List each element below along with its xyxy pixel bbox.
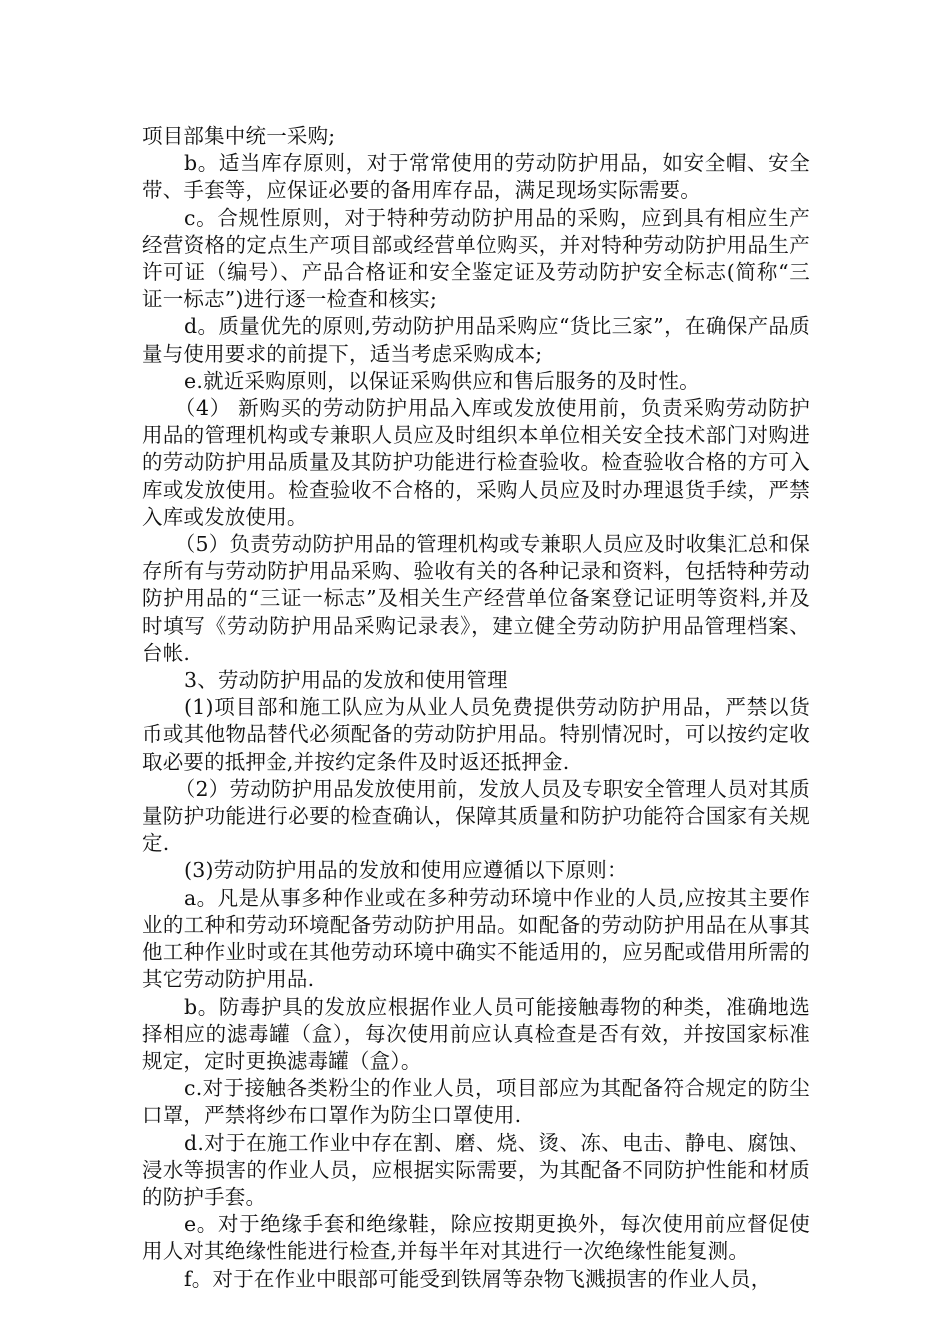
paragraph-rule-e: e。对于绝缘手套和绝缘鞋，除应按期更换外，每次使用前应督促使用人对其绝缘性能进行检查,并每半年对其进行一次绝缘性能复测。 bbox=[142, 1212, 810, 1264]
section-heading-3: 3、劳动防护用品的发放和使用管理 bbox=[184, 668, 508, 693]
paragraph-item-2: （2）劳动防护用品发放使用前，发放人员及专职安全管理人员对其质量防护功能进行必要的检查确认，保障其质量和防护功能符合国家有关规定. bbox=[142, 776, 810, 856]
paragraph-principle-b: b。适当库存原则，对于常常使用的劳动防护用品，如安全帽、安全带、手套等，应保证必要的备用库存品，满足现场实际需要。 bbox=[142, 151, 810, 203]
paragraph-item-1: (1)项目部和施工队应为从业人员免费提供劳动防护用品，严禁以货币或其他物品替代必须配备的劳动防护用品。特别情况时，可以按约定收取必要的抵押金,并按约定条件及时返还抵押金. bbox=[142, 695, 810, 774]
paragraph-item-5: （5）负责劳动防护用品的管理机构或专兼职人员应及时收集汇总和保存所有与劳动防护用品采购、验收有关的各种记录和资料，包括特种劳动防护用品的“三证一标志”及相关生产经营单位备案登记证明等资料,并及时填写《劳动防护用品采购记录表》，建立健全劳动防护用品管理档案、台帐. bbox=[142, 532, 810, 665]
paragraph-principle-e: e.就近采购原则，以保证采购供应和售后服务的及时性。 bbox=[184, 368, 700, 393]
document-body bbox=[142, 123, 810, 1293]
paragraph-principle-c: c。合规性原则，对于特种劳动防护用品的采购，应到具有相应生产经营资格的定点生产项目部或经营单位购买，并对特种劳动防护用品生产许可证（编号）、产品合格证和安全鉴定证及劳动防护安全标志(简称“三证一标志”)进行逐一检查和核实; bbox=[142, 205, 810, 312]
paragraph-rule-b: b。防毒护具的发放应根据作业人员可能接触毒物的种类，准确地选择相应的滤毒罐（盒），每次使用前应认真检查是否有效，并按国家标准规定，定时更换滤毒罐（盒）。 bbox=[142, 994, 810, 1073]
paragraph-rule-d: d.对于在施工作业中存在割、磨、烧、烫、冻、电击、静电、腐蚀、浸水等损害的作业人员，应根据实际需要，为其配备不同防护性能和材质的防护手套。 bbox=[142, 1130, 810, 1209]
paragraph-item-4: （4） 新购买的劳动防护用品入库或发放使用前，负责采购劳动防护用品的管理机构或专兼职人员应及时组织本单位相关安全技术部门对购进的劳动防护用品质量及其防护功能进行检查验收。检查验收合格的方可入库或发放使用。检查验收不合格的，采购人员应及时办理退货手续，严禁入库或发放使用。 bbox=[142, 396, 810, 529]
paragraph-continuation: 项目部集中统一采购; bbox=[142, 124, 336, 148]
paragraph-rule-f: f。对于在作业中眼部可能受到铁屑等杂物飞溅损害的作业人员， bbox=[184, 1266, 772, 1291]
paragraph-rule-c: c.对于接触各类粉尘的作业人员，项目部应为其配备符合规定的防尘口罩，严禁将纱布口罩作为防尘口罩使用. bbox=[142, 1076, 810, 1128]
paragraph-principle-d: d。质量优先的原则,劳动防护用品采购应“货比三家”，在确保产品质量与使用要求的前提下，适当考虑采购成本; bbox=[142, 314, 810, 366]
paragraph-rule-a: a。凡是从事多种作业或在多种劳动环境中作业的人员,应按其主要作业的工种和劳动环境配备劳动防护用品。如配备的劳动防护用品在从事其他工种作业时或在其他劳动环境中确实不能适用的，应另配或借用所需的其它劳动防护用品. bbox=[142, 885, 810, 992]
paragraph-item-3: (3)劳动防护用品的发放和使用应遵循以下原则： bbox=[184, 858, 628, 883]
